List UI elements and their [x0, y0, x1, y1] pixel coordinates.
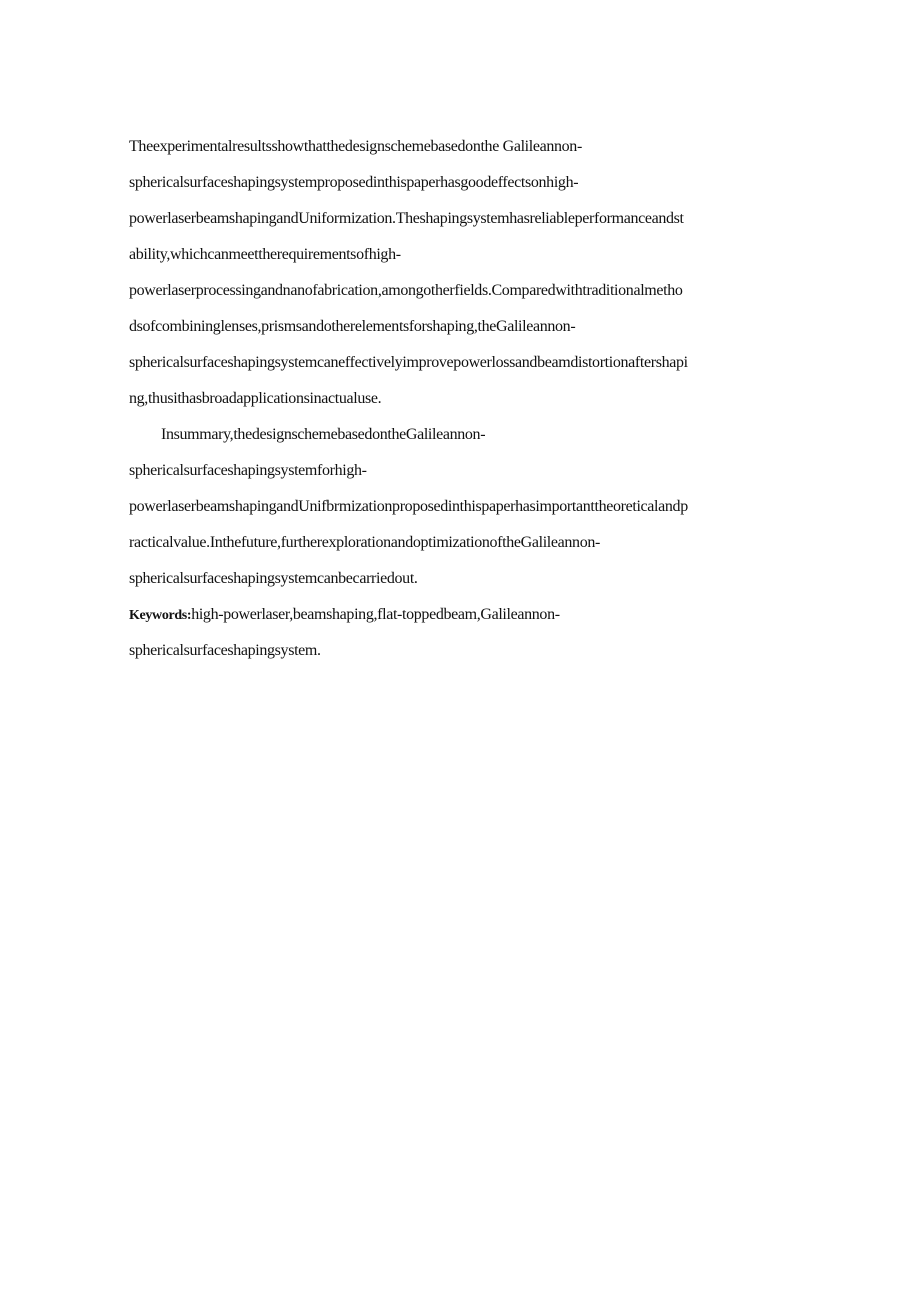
- paragraph-line: ability,whichcanmeettherequirementsofhigh-: [129, 246, 401, 263]
- body-text: [129, 132, 819, 672]
- keywords-label: Keywords:: [129, 608, 192, 623]
- paragraph-line: sphericalsurfaceshapingsystemforhigh-: [129, 462, 367, 479]
- paragraph-line: powerlaserprocessingandnanofabrication,amongotherfields.Comparedwithtraditionalmetho: [129, 282, 683, 299]
- keywords-line: [129, 600, 819, 636]
- paragraph-line: racticalvalue.Inthefuture,furtherexplorationandoptimizationoftheGalileannon-: [129, 534, 600, 551]
- paragraph-results: [129, 132, 819, 420]
- paragraph-summary: [129, 420, 819, 600]
- paragraph-line: sphericalsurfaceshapingsystemcanbecarriedout.: [129, 570, 418, 587]
- keywords-line: sphericalsurfaceshapingsystem.: [129, 642, 321, 659]
- paragraph-line: powerlaserbeamshapingandUnifbrmizationproposedinthispaperhasimportanttheoreticalandp: [129, 498, 688, 515]
- paragraph-line: powerlaserbeamshapingandUniformization.Theshapingsystemhasreliableperformanceandst: [129, 210, 684, 227]
- paragraph-line: ng,thusithasbroadapplicationsinactualuse.: [129, 390, 382, 407]
- paragraph-line: Insummary,thedesignschemebasedontheGalileannon-: [161, 426, 486, 443]
- keywords-section: [129, 600, 819, 672]
- paragraph-line: sphericalsurfaceshapingsystemcaneffectivelyimprovepowerlossandbeamdistortionaftershapi: [129, 354, 688, 371]
- paragraph-line: Theexperimentalresultsshowthatthedesignschemebasedonthe Galileannon-: [129, 138, 582, 155]
- paragraph-line: dsofcombininglenses,prismsandotherelementsforshaping,theGalileannon-: [129, 318, 576, 335]
- paragraph-line: sphericalsurfaceshapingsystemproposedinthispaperhasgoodeffectsonhigh-: [129, 174, 579, 191]
- keywords-text: high-powerlaser,beamshaping,flat-toppedbeam,Galileannon-: [191, 606, 560, 623]
